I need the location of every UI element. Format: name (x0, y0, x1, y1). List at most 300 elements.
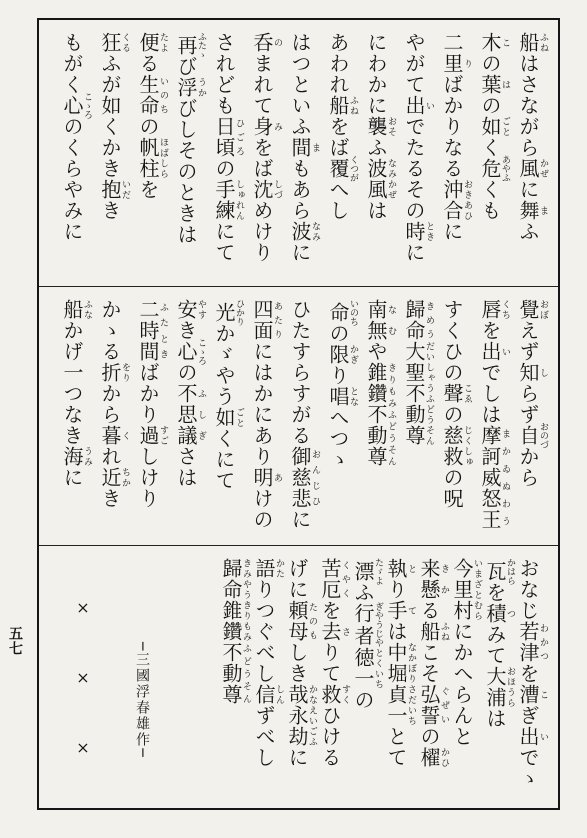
kanji-with-furigana: 木こ (478, 32, 510, 53)
kanji-with-furigana: 狂くる (98, 32, 130, 53)
top-verse-column-11 (130, 32, 168, 280)
text-run: は (364, 200, 388, 221)
kanji-with-furigana: 暮く (98, 425, 130, 446)
furigana: い (500, 341, 510, 362)
kanji-with-furigana: 帆柱ほばしら (136, 137, 168, 179)
furigana: きめう (424, 299, 434, 341)
furigana: ごと (234, 407, 244, 428)
kanji-with-furigana: 永劫えいごふ (285, 705, 317, 747)
text-run: とて (384, 726, 408, 768)
furigana: ひかり (234, 299, 244, 326)
furigana: ふな (82, 299, 92, 320)
kanji-with-furigana: 大浦おほうら (483, 666, 515, 708)
kanji-with-furigana: 櫂かひ (417, 747, 449, 768)
furigana: すご (158, 425, 168, 446)
middle-verse-column-1 (510, 299, 548, 539)
furigana: しん (274, 684, 284, 705)
middle-verse-column-5 (358, 299, 396, 539)
middle-verse-column-4 (396, 299, 434, 539)
furigana: い (424, 95, 434, 116)
kanji-with-furigana: 来懸きか (417, 558, 449, 600)
text-run: に (288, 242, 312, 263)
middle-verse-column-10 (168, 299, 206, 539)
text-run: くにて (212, 428, 236, 491)
kanji-with-furigana: 船ふね (326, 95, 358, 116)
furigana: あ (272, 467, 282, 488)
text-frame (37, 18, 560, 810)
top-verse-column-8 (244, 32, 282, 280)
text-run: やがて (402, 32, 426, 95)
text-run: しけり (136, 446, 160, 509)
text-run: らず (516, 383, 540, 425)
text-run: かゞやう (212, 323, 236, 407)
kanji-with-furigana: 覺おぼ (516, 299, 548, 320)
kanji-with-furigana: 呑の (250, 32, 282, 53)
furigana: たのも (307, 600, 317, 642)
furigana: なかぼりさだいち (406, 642, 416, 726)
kanji-with-furigana: 葉は (478, 74, 510, 95)
kanji-with-furigana: 浮うか (174, 77, 206, 98)
furigana: こゑ (462, 383, 472, 404)
kanji-with-furigana: 弘誓ぐぜい (417, 684, 449, 726)
text-run: みて (483, 624, 507, 666)
furigana: いのち (158, 74, 168, 116)
kanji-with-furigana: 語かた (252, 558, 284, 579)
text-run: ふ (364, 137, 388, 158)
text-run: をば (250, 137, 274, 179)
page-number: 五七 (7, 626, 23, 656)
text-run: おなじ (516, 558, 540, 621)
furigana: とな (348, 386, 358, 407)
kanji-with-furigana: 襲おそ (364, 116, 396, 137)
text-run: の呪 (440, 467, 464, 509)
text-run: り (384, 579, 408, 600)
text-run: を (483, 582, 507, 603)
text-run: かげ一つなき (60, 320, 84, 446)
furigana: ぎやうじや (373, 602, 383, 648)
kanji-with-furigana: 手て (384, 600, 416, 621)
kanji-with-furigana: 摩訶威怒王まかゐぬわう (478, 425, 510, 530)
verse-columns-middle (54, 299, 548, 539)
kanji-with-furigana: 折をり (98, 362, 130, 383)
furigana: と (406, 558, 416, 579)
furigana: ほばしら (158, 137, 168, 179)
furigana: かはら (505, 558, 515, 585)
kanji-with-furigana: 沈しづ (250, 179, 282, 200)
furigana: ぐぜい (439, 684, 449, 726)
kanji-with-furigana: 身み (250, 116, 282, 137)
text-run: にかへらんと (450, 621, 474, 747)
furigana: とくいち (373, 647, 383, 690)
bottom-verse-column-9 (251, 558, 284, 802)
top-verse-column-9 (206, 32, 244, 280)
furigana: おほうら (505, 666, 515, 708)
kanji-with-furigana: 過すご (136, 425, 168, 446)
text-run: ばかりなる (440, 74, 464, 179)
furigana: ふどうそん (241, 642, 251, 705)
furigana: かぜ (538, 158, 548, 179)
kanji-with-furigana: 御慈悲おんじひ (288, 446, 320, 509)
furigana: きりもみ (241, 600, 251, 642)
kanji-with-furigana: 出い (516, 726, 548, 747)
kanji-with-furigana: 覆くつが (326, 155, 358, 182)
furigana: しゅれん (234, 179, 244, 221)
furigana: くち (500, 299, 510, 320)
kanji-with-furigana: 二時間ふたとき (136, 299, 168, 362)
text-run: にわかに (364, 32, 388, 116)
furigana: ま (538, 200, 548, 221)
bottom-verse-column-7 (317, 558, 350, 802)
furigana: おきあひ (462, 179, 472, 221)
text-run: ひたすらすがる (288, 299, 312, 446)
top-verse-column-10 (168, 32, 206, 280)
middle-verse-column-11 (130, 299, 168, 539)
text-run: から (98, 383, 122, 425)
kanji-with-furigana: 不動尊ふどうそん (219, 642, 251, 705)
text-run: の (478, 53, 502, 74)
kanji-with-furigana: 自おのづ (516, 422, 548, 449)
text-run: は (384, 621, 408, 642)
verse-section-bottom (39, 546, 558, 808)
kanji-with-furigana: 錐鑽きりもみ (219, 600, 251, 642)
bottom-verse-column-1 (515, 558, 548, 802)
text-run: の (478, 95, 502, 116)
kanji-with-furigana: 風かぜ (516, 158, 548, 179)
kanji-with-furigana: 里り (440, 53, 472, 74)
text-run: でしは (478, 362, 502, 425)
text-run: しき (285, 642, 309, 684)
furigana: わかつ (538, 621, 548, 663)
furigana: やす (196, 299, 206, 320)
kanji-with-furigana: 信しん (252, 684, 284, 705)
text-run: き (98, 488, 122, 509)
furigana: ふたゝ (196, 32, 206, 59)
text-run: もあら (288, 158, 312, 221)
text-run: にて (212, 221, 236, 263)
furigana: しづ (272, 179, 282, 200)
kanji-with-furigana: 日頃ひごろ (212, 116, 244, 158)
kanji-with-furigana: 生命いのち (136, 74, 168, 116)
furigana: こ (538, 684, 548, 705)
middle-verse-column-7 (282, 299, 320, 539)
cross-mark: × (76, 598, 90, 617)
text-run: かゝる (98, 299, 122, 362)
text-run: あわれ (326, 32, 350, 95)
kanji-with-furigana: 唇くち (478, 299, 510, 320)
furigana: なみかぜ (386, 158, 396, 200)
text-run: の (212, 158, 236, 179)
middle-verse-column-2 (472, 299, 510, 539)
top-verse-column-4 (396, 32, 434, 280)
furigana: り (462, 53, 472, 74)
kanji-with-furigana: 錐鑽不動尊きりもみふどうそん (364, 362, 396, 467)
kanji-with-furigana: 時とき (402, 221, 434, 242)
furigana: だいしゃうふどうそん (424, 341, 434, 446)
top-verse-column-5 (358, 32, 396, 280)
kanji-with-furigana: 近ちか (98, 467, 130, 488)
furigana: み (272, 116, 282, 137)
text-run: にはかにあり (250, 341, 274, 467)
text-run: びしそのときは (174, 98, 198, 245)
furigana: かぎ (348, 344, 358, 365)
furigana: とき (424, 221, 434, 242)
text-run: こそ (417, 642, 441, 684)
furigana: たゞよ (373, 558, 383, 585)
verse-section-middle (39, 287, 558, 546)
cross-marks (73, 598, 93, 758)
text-run: に (440, 221, 464, 242)
kanji-with-furigana: 出い (402, 95, 434, 116)
text-run: る (417, 600, 441, 621)
text-run: に (402, 242, 426, 263)
kanji-with-furigana: 若津わかつ (516, 621, 548, 663)
furigana: をり (120, 362, 130, 383)
furigana: ふしぎ (196, 383, 206, 446)
furigana: こゝろ (196, 338, 206, 365)
kanji-with-furigana: 四面あたり (250, 299, 282, 341)
text-run: の (136, 116, 160, 137)
text-run: はさながら (516, 53, 540, 158)
furigana: きみやう (241, 558, 251, 600)
kanji-with-furigana: 心こゝろ (60, 92, 92, 119)
furigana: いだ (120, 179, 130, 200)
kanji-with-furigana: 大聖不動尊だいしゃうふどうそん (402, 341, 434, 446)
kanji-with-furigana: 抱いだ (98, 179, 130, 200)
furigana: ふね (439, 621, 449, 642)
furigana: い (538, 726, 548, 747)
text-run: から (516, 446, 540, 488)
text-run: りつぐべし (252, 579, 276, 684)
text-run: る (136, 53, 160, 74)
cross-mark: × (76, 738, 90, 757)
author-credit: ─三國浮春雄作─ (134, 642, 150, 759)
text-run: ばかり (136, 362, 160, 425)
furigana: つ (505, 603, 515, 624)
furigana: かた (274, 558, 284, 579)
text-run: ぎ (516, 705, 540, 726)
kanji-with-furigana: 安やす (174, 299, 206, 320)
text-run: でゝ (516, 747, 540, 789)
furigana: きりもみふどうそん (386, 362, 396, 467)
furigana: こゝろ (82, 92, 92, 119)
text-run: の (326, 323, 350, 344)
kanji-with-furigana: 再ふたゝ (174, 32, 206, 59)
text-run: き (98, 200, 122, 221)
text-run: でたるその (402, 116, 426, 221)
text-run: はつといふ (288, 32, 312, 137)
furigana: きか (439, 558, 449, 600)
furigana: うか (196, 77, 206, 98)
text-run: は (483, 708, 507, 729)
furigana: ふね (538, 32, 548, 53)
kanji-with-furigana: 頼母たのも (285, 600, 317, 642)
bottom-verse-column-3 (449, 558, 482, 802)
kanji-with-furigana: 如ごと (478, 116, 510, 137)
text-run: くも (478, 179, 502, 221)
kanji-with-furigana: 船ふね (417, 621, 449, 642)
kanji-with-furigana: 波なみ (288, 221, 320, 242)
text-run: へし (326, 179, 350, 221)
text-run: すくひの (440, 299, 464, 383)
furigana: なみ (310, 221, 320, 242)
furigana: おのづ (538, 422, 548, 449)
bottom-verse-column-5 (383, 558, 416, 802)
text-run: えず (516, 320, 540, 362)
top-verse-column-3 (434, 32, 472, 280)
text-run: 二 (440, 32, 464, 53)
text-run: されども (212, 32, 236, 116)
top-verse-column-7 (282, 32, 320, 280)
text-run: に (60, 467, 84, 488)
middle-verse-column-3 (434, 299, 472, 539)
kanji-with-furigana: 瓦かはら (483, 558, 515, 585)
furigana: くる (120, 32, 130, 53)
furigana: すく (340, 684, 350, 705)
middle-verse-column-6 (320, 299, 358, 539)
text-run: き (174, 320, 198, 341)
furigana: ごと (500, 116, 510, 137)
top-verse-column-12 (92, 32, 130, 280)
furigana: かひ (439, 747, 449, 768)
kanji-with-furigana: 海うみ (60, 446, 92, 467)
kanji-with-furigana: 漕こ (516, 684, 548, 705)
furigana: うみ (82, 446, 92, 467)
text-run: の (417, 726, 441, 747)
text-run: の (351, 689, 375, 711)
furigana: し (538, 362, 548, 383)
kanji-with-furigana: 間ま (288, 137, 320, 158)
text-run: へつゝ (326, 407, 350, 470)
kanji-with-furigana: 漂たゞよ (351, 558, 383, 585)
verse-columns-top (54, 32, 548, 280)
text-run: さは (174, 446, 198, 488)
furigana: なむ (386, 299, 396, 341)
kanji-with-furigana: 手練しゅれん (212, 179, 244, 221)
kanji-with-furigana: 命いのち (326, 299, 358, 326)
kanji-with-furigana: 明あ (250, 467, 282, 488)
furigana: かな (307, 684, 317, 705)
kanji-with-furigana: 知し (516, 362, 548, 383)
kanji-with-furigana: 歸命きみやう (219, 558, 251, 600)
cross-mark: × (76, 668, 90, 687)
furigana: ま (310, 137, 320, 158)
kanji-with-furigana: 去さ (318, 621, 350, 642)
text-run: び (174, 56, 198, 77)
text-run: に (516, 179, 540, 200)
kanji-with-furigana: 徳一とくいち (351, 647, 383, 690)
text-run: ふ (351, 582, 375, 603)
furigana: たよ (158, 32, 168, 53)
kanji-with-furigana: 積つ (483, 603, 515, 624)
kanji-with-furigana: 救すく (318, 684, 350, 705)
middle-verse-column-12 (92, 299, 130, 539)
kanji-with-furigana: 南無なむ (364, 299, 396, 341)
text-run: に (288, 509, 312, 530)
furigana: ふね (348, 95, 358, 116)
furigana: は (500, 74, 510, 95)
kanji-with-furigana: 光ひかり (212, 299, 244, 326)
furigana: ひごろ (234, 116, 244, 158)
text-run: く (478, 137, 502, 158)
furigana: て (406, 600, 416, 621)
text-run: に (285, 747, 309, 768)
text-run: の (440, 404, 464, 425)
text-run: げに (285, 558, 309, 600)
kanji-with-furigana: 不思議ふしぎ (174, 383, 206, 446)
kanji-with-furigana: 唱とな (326, 386, 358, 407)
verse-columns-bottom (218, 558, 548, 802)
text-run: の (174, 362, 198, 383)
middle-verse-column-8 (244, 299, 282, 539)
kanji-with-furigana: 歸命きめう (402, 299, 434, 341)
verse-section-top (39, 20, 558, 287)
furigana: ちか (120, 467, 130, 488)
kanji-with-furigana: 哉かな (285, 684, 317, 705)
kanji-with-furigana: 聲こゑ (440, 383, 472, 404)
furigana: く (120, 425, 130, 446)
furigana: ふたとき (158, 299, 168, 362)
kanji-with-furigana: 危あやふ (478, 155, 510, 182)
text-run: を (136, 179, 160, 200)
text-run: や (364, 341, 388, 362)
furigana: おぼ (538, 299, 548, 320)
furigana: くつが (348, 155, 358, 182)
text-run: ずべし (252, 705, 276, 768)
top-verse-column-13 (54, 32, 92, 280)
kanji-with-furigana: 苦厄くやく (318, 558, 350, 600)
kanji-with-furigana: 舞ま (516, 200, 548, 221)
furigana: あたり (272, 299, 282, 341)
furigana: えいごふ (307, 705, 317, 747)
furigana: こ (500, 32, 510, 53)
text-run: を (516, 663, 540, 684)
text-run: ひける (318, 705, 342, 768)
middle-verse-column-9 (206, 299, 244, 539)
kanji-with-furigana: 執と (384, 558, 416, 579)
furigana: いまざとむら (472, 558, 482, 621)
text-run: りて (318, 642, 342, 684)
kanji-with-furigana: 船ふね (516, 32, 548, 53)
kanji-with-furigana: 沖合おきあひ (440, 179, 472, 221)
text-run: もがく (60, 32, 84, 95)
furigana: くやく (340, 558, 350, 600)
text-run: ふ (516, 221, 540, 242)
furigana: さ (340, 621, 350, 642)
top-verse-column-2 (472, 32, 510, 280)
bottom-verse-column-4 (416, 558, 449, 802)
furigana: おんじひ (310, 446, 320, 509)
kanji-with-furigana: 船ふな (60, 299, 92, 320)
furigana: あやふ (500, 155, 510, 182)
furigana: の (272, 32, 282, 53)
top-verse-column-6 (320, 32, 358, 280)
text-run: まれて (250, 53, 274, 116)
kanji-with-furigana: 便たよ (136, 32, 168, 53)
furigana: おそ (386, 116, 396, 137)
furigana: まかゐぬわう (500, 425, 510, 530)
furigana: じくしゅ (462, 425, 472, 467)
middle-verse-column-13 (54, 299, 92, 539)
kanji-with-furigana: 出い (478, 341, 510, 362)
text-run: を (478, 320, 502, 341)
kanji-with-furigana: 心こゝろ (174, 338, 206, 365)
top-verse-column-1 (510, 32, 548, 280)
text-run: ふが如くかき (98, 53, 122, 179)
text-run: めけり (250, 200, 274, 263)
text-run: れ (98, 446, 122, 467)
kanji-with-furigana: 慈救じくしゅ (440, 425, 472, 467)
furigana: いのち (348, 299, 358, 326)
